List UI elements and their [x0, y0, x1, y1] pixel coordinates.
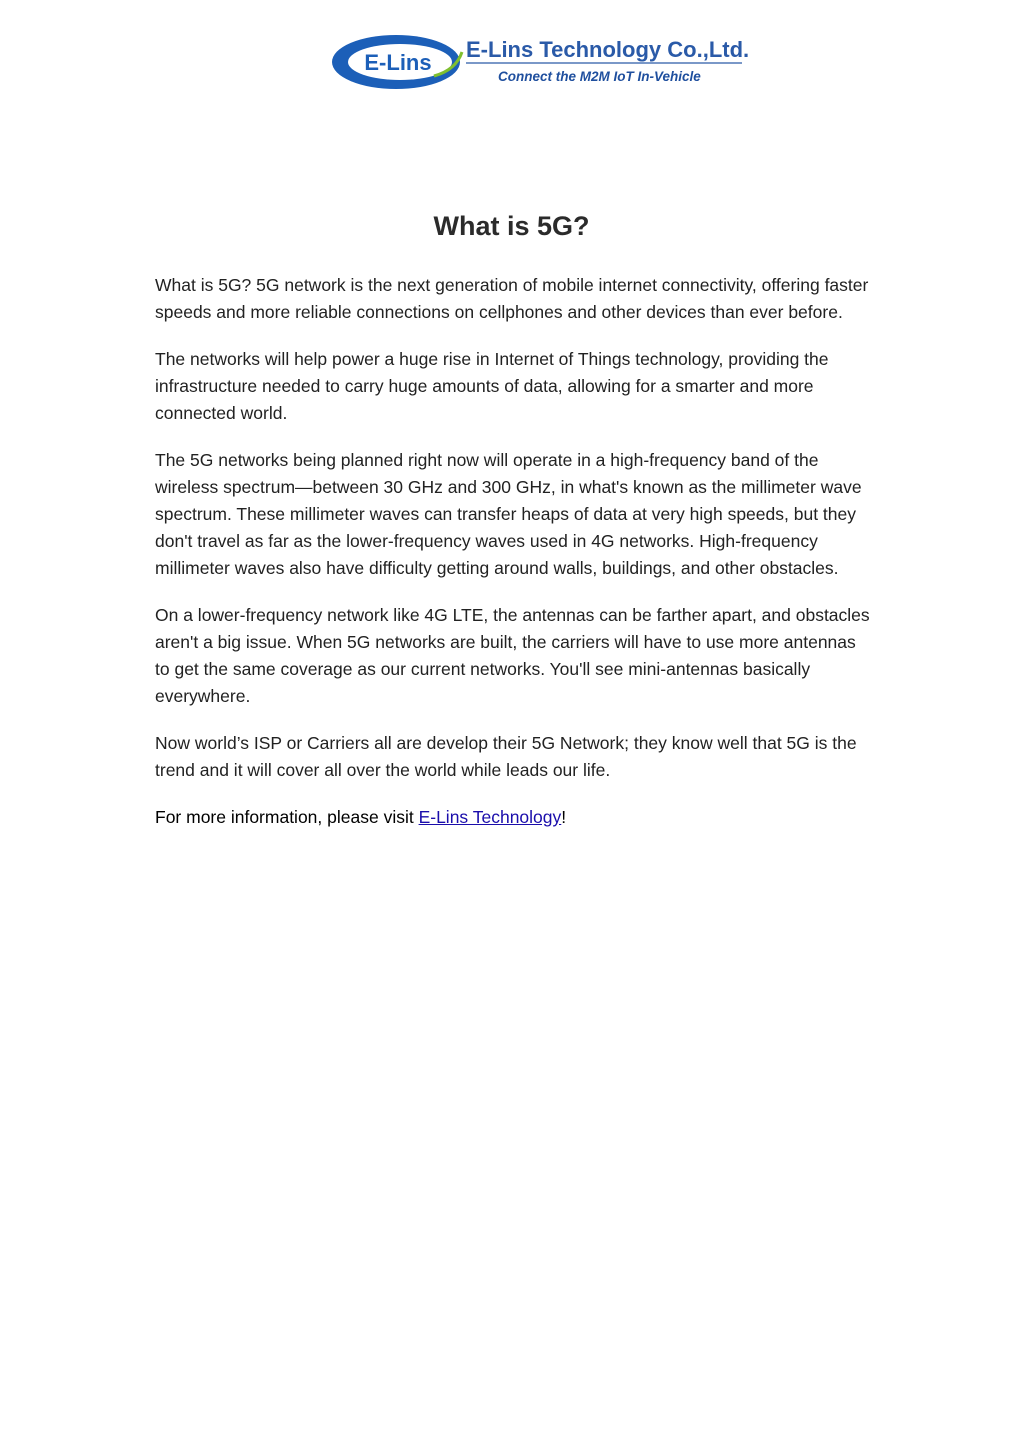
logo-badge-text: E-Lins [364, 50, 432, 75]
paragraph: What is 5G? 5G network is the next generation of mobile internet connectivity, offering faster speeds and more reliable connections on cellphones and other devices than ever before. [155, 275, 869, 322]
logo-company-name: E-Lins Technology Co.,Ltd. [466, 37, 750, 62]
logo-graphic [330, 30, 750, 94]
paragraph: The 5G networks being planned right now will operate in a high-frequency band of the wireless spectrum—between 30 GHz and 300 GHz, in what's known as the millimeter wave spectrum. These millimeter waves can transfer heaps of data at very high speeds, but they don't travel as far as the lower-frequency waves used in 4G networks. High-frequency millimeter waves also have difficulty getting around walls, buildings, and other obstacles. [155, 450, 862, 578]
elins-technology-link[interactable]: E-Lins Technology [418, 807, 562, 827]
paragraph: The networks will help power a huge rise in Internet of Things technology, providing the infrastructure needed to carry huge amounts of data, allowing for a smarter and more connected world. [155, 349, 829, 423]
company-logo [330, 30, 750, 94]
closing-prefix: For more information, please visit [155, 807, 419, 827]
closing-paragraph [155, 804, 875, 831]
closing-suffix: ! [561, 807, 567, 827]
paragraph: Now world’s ISP or Carriers all are develop their 5G Network; they know well that 5G is the trend and it will cover all over the world while leads our life. [155, 733, 857, 780]
paragraph: On a lower-frequency network like 4G LTE, the antennas can be farther apart, and obstacles aren't a big issue. When 5G networks are built, the carriers will have to use more antennas to get the same coverage as our current networks. You'll see mini-antennas basically everywhere. [155, 605, 870, 706]
article-body [155, 272, 875, 851]
logo-tagline: Connect the M2M IoT In-Vehicle [498, 69, 701, 84]
page-title: What is 5G? [433, 211, 590, 241]
